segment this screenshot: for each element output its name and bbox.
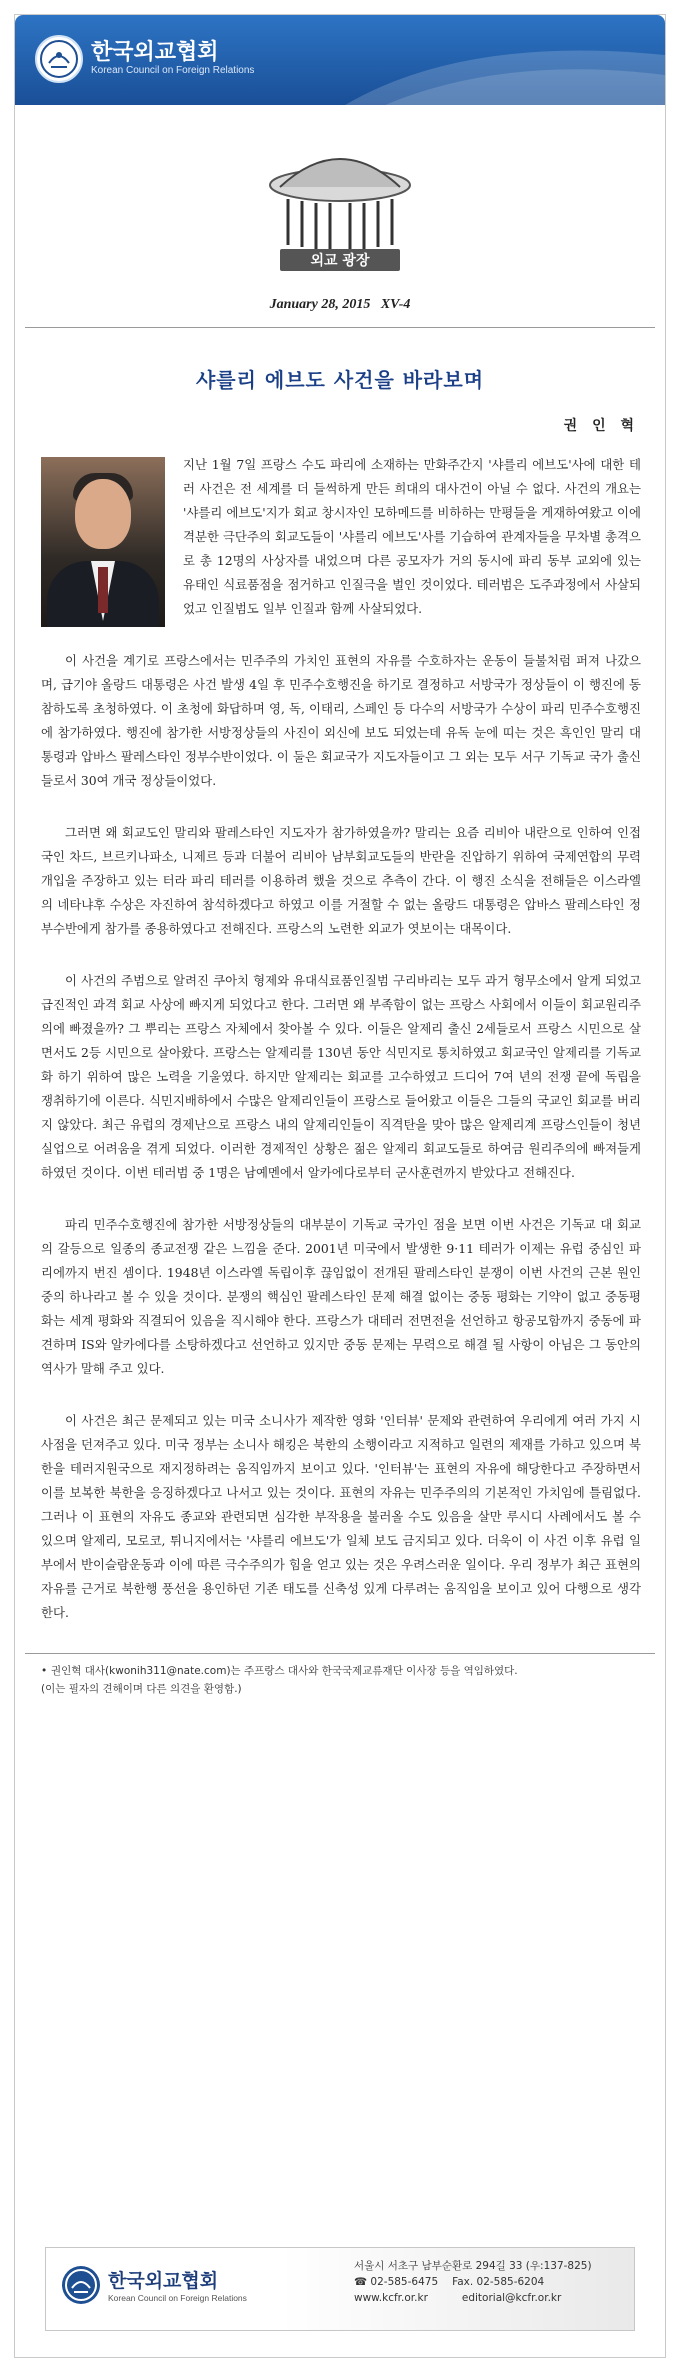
paragraph: 파리 민주수호행진에 참가한 서방정상들의 대부분이 기독교 국가인 점을 보면 이번 사건은 기독교 대 회교의 갈등으로 일종의 종교전쟁 같은 느낌을 준다. 2001년 미국에서 발생한 9·11 테러가 이제는 유럽 중심인 파리에까지 번진 셈이다. 1948년 이스라엘 독립이후 끊임없이 전개된 팔레스타인 분쟁이 이번 사건의 근본 원인중의 하나라고 볼 수 있을 것이다. 분쟁의 핵심인 팔레스타인 문제 해결 없이는 중동 평화는 기약이 없고 중동평화는 세계 평화와 직결되어 있음을 직시해야 한다. 프랑스가 대테러 전면전을 선언하고 항공모함까지 중동에 파견하며 IS와 알카에다를 소탕하겠다고 선언하고 있지만 중동 문제는 무력으로 해결 될 사항이 아님은 그 동안의 역사가 말해 주고 있다. bbox=[41, 1217, 641, 1376]
divider bbox=[25, 327, 655, 328]
divider bbox=[25, 1653, 655, 1654]
footer-email-link[interactable]: editorial@kcfr.or.kr bbox=[461, 2292, 562, 2304]
paragraph: 이 사건은 최근 문제되고 있는 미국 소니사가 제작한 영화 '인터뷰' 문제와 관련하여 우리에게 여러 가지 시사점을 던져주고 있다. 미국 정부는 소니사 해킹은 북한의 소행이라고 지적하고 일련의 제재를 가하고 있으며 북한을 테러지원국으로 재지정하려는 움직임까지 보이고 있다. '인터뷰'는 표현의 자유에 해당한다고 주장하면서 이를 보복한 북한을 응징하겠다고 나서고 있는 것이다. 표현의 자유는 민주주의의 기본적인 가치임에 틀림없다. 그러나 이 표현의 자유도 종교와 관련되면 심각한 부작용을 불러올 수도 있음을 살만 루시디 사례에서도 볼 수 있으며 알제리, 모로코, 튀니지에서는 '샤를리 에브도'가 일체 보도 금지되고 있다. 더욱이 이 사건 이후 유럽 일부에서 반이슬람운동과 이에 따른 극수주의가 힘을 얻고 있는 것은 우려스러운 일이다. 우리 정부가 최근 표현의 자유를 근거로 북한행 풍선을 용인하던 기존 태도를 신축성 있게 다루려는 움직임을 보이고 있어 다행으로 생각한다. bbox=[41, 1413, 641, 1620]
footer-org-name-en: Korean Council on Foreign Relations bbox=[108, 2293, 247, 2303]
footer-tel: ☎ 02-585-6475 bbox=[354, 2276, 439, 2288]
footnote-disclaimer: (이는 필자의 견해이며 다른 의견을 환영함.) bbox=[41, 1683, 242, 1695]
paragraph: 이 사건의 주범으로 알려진 쿠아치 형제와 유대식료품인질범 구리바리는 모두 과거 형무소에서 알게 되었고 급진적인 과격 회교 사상에 빠지게 되었다고 한다. 그러면 왜 부족함이 없는 프랑스 사회에서 이들이 회교원리주의에 빠졌을까? 그 뿌리는 프랑스 자체에서 찾아볼 수 있다. 이들은 알제리 출신 2세들로서 프랑스 시민으로 살면서도 2등 시민으로 살아왔다. 프랑스는 알제리를 130년 동안 식민지로 통치하였고 회교국인 알제리를 기독교화 하기 위하여 많은 노력을 기울였다. 하지만 알제리는 회교를 고수하였고 드디어 7여 년의 전쟁 끝에 독립을 쟁취하기에 이른다. 식민지배하에서 수많은 알제리인들이 프랑스로 들어왔고 이들은 그들의 국교인 회교를 버리지 않았다. 최근 유럽의 경제난으로 프랑스 내의 알제리인들이 직격탄을 맞아 많은 알제리계 프랑스인들이 청년실업으로 어려움을 겪게 되었다. 이러한 경제적인 상황은 젊은 알제리 회교도들로 하여금 원리주의에 빠져들게 하였던 것이다. 이번 테러범 중 1명은 남예멘에서 알카에다로부터 군사훈련까지 받았다고 전해진다. bbox=[41, 973, 641, 1180]
footer-fax: Fax. 02-585-6204 bbox=[452, 2276, 545, 2288]
issue-volume: XV-4 bbox=[380, 297, 411, 312]
author-photo bbox=[41, 457, 165, 627]
article-title: 샤를리 에브도 사건을 바라보며 bbox=[195, 368, 485, 392]
paragraph: 그러면 왜 회교도인 말리와 팔레스타인 지도자가 참가하였을까? 말리는 요즘 리비아 내란으로 인하여 인접국인 차드, 브르키나파소, 니제르 등과 더불어 리비아 남부회교도들의 반란을 진압하기 위하여 국제연합의 무력 개입을 주장하고 있는 터라 파리 테러를 이용하려 했을 것으로 추측이 간다. 이 행진 소식을 전해들은 이스라엘의 네타냐후 수상은 자진하여 참석하겠다고 하였고 이를 거절할 수 없는 올랑드 대통령은 압바스 팔레스타인 정부수반에게 참가를 종용하였다고 전해진다. 프랑스의 노련한 외교가 엿보이는 대목이다. bbox=[41, 825, 641, 936]
footer-address: 서울시 서초구 남부순환로 294길 33 (우:137-825) bbox=[354, 2260, 592, 2272]
article-author: 권 인 혁 bbox=[563, 418, 639, 434]
header-banner bbox=[15, 15, 665, 105]
footer-contact bbox=[354, 2258, 595, 2306]
masthead-logo bbox=[15, 141, 665, 291]
footnote-author-info: 권인혁 대사(kwonih311@nate.com)는 주프랑스 대사와 한국국제교류재단 이사장 등을 역임하였다. bbox=[51, 1665, 518, 1677]
article-body bbox=[41, 453, 641, 1625]
council-emblem-icon bbox=[35, 35, 83, 83]
footer-org-name: 한국외교협회 bbox=[108, 2270, 219, 2292]
footer-emblem-icon bbox=[62, 2266, 100, 2304]
masthead-label: 외교 광장 bbox=[310, 253, 370, 269]
bullet-icon: • bbox=[41, 1665, 48, 1677]
footer-box bbox=[45, 2247, 635, 2331]
author-footnote bbox=[41, 1662, 641, 1698]
header-org-name: 한국외교협회 bbox=[91, 40, 219, 65]
paragraph: 지난 1월 7일 프랑스 수도 파리에 소재하는 만화주간지 '샤를리 에브도'사에 대한 테러 사건은 전 세계를 더 들썩하게 만든 희대의 대사건이 아닐 수 없다. 사건의 개요는 '샤를리 에브도'지가 회교 창시자인 모하메드를 비하하는 만평들을 게재하여왔고 이에 격분한 극단주의 회교도들이 '샤를리 에브도'사를 기습하여 관계자들을 무차별 총격으로 총 12명의 사상자를 내었으며 다른 공모자가 거의 동시에 파리 동부 교외에 있는 유태인 식료품점을 점거하고 인질극을 벌인 것이었다. 테러범은 도주과정에서 사살되었고 인질범도 일부 인질과 함께 사살되었다. bbox=[183, 457, 641, 616]
header-wave-decoration bbox=[345, 15, 665, 105]
paragraph: 이 사건을 계기로 프랑스에서는 민주주의 가치인 표현의 자유를 수호하자는 운동이 들불처럼 퍼져 나갔으며, 급기야 올랑드 대통령은 사건 발생 4일 후 민주수호행진을 하기로 결정하고 서방국가 정상들이 이 행진에 동참하도록 초청하였다. 이 초청에 화답하며 영, 독, 이태리, 스페인 등 다수의 서방국가 수상이 파리 민주수호행진에 참가하였다. 행진에 참가한 서방정상들의 사진이 외신에 보도 되었는데 유독 눈에 띠는 것은 흑인인 말리 대통령과 압바스 팔레스타인 정부수반이었다. 이 둘은 회교국가 지도자들이고 그 외는 모두 서구 기독교 국가 출신들로서 30여 개국 정상들이었다. bbox=[41, 653, 641, 788]
issue-date: January 28, 2015 bbox=[269, 297, 371, 312]
newsletter-page bbox=[14, 14, 666, 2358]
issue-line bbox=[15, 297, 665, 313]
header-org-name-en: Korean Council on Foreign Relations bbox=[91, 65, 255, 76]
footer-website-link[interactable]: www.kcfr.or.kr bbox=[354, 2292, 428, 2304]
